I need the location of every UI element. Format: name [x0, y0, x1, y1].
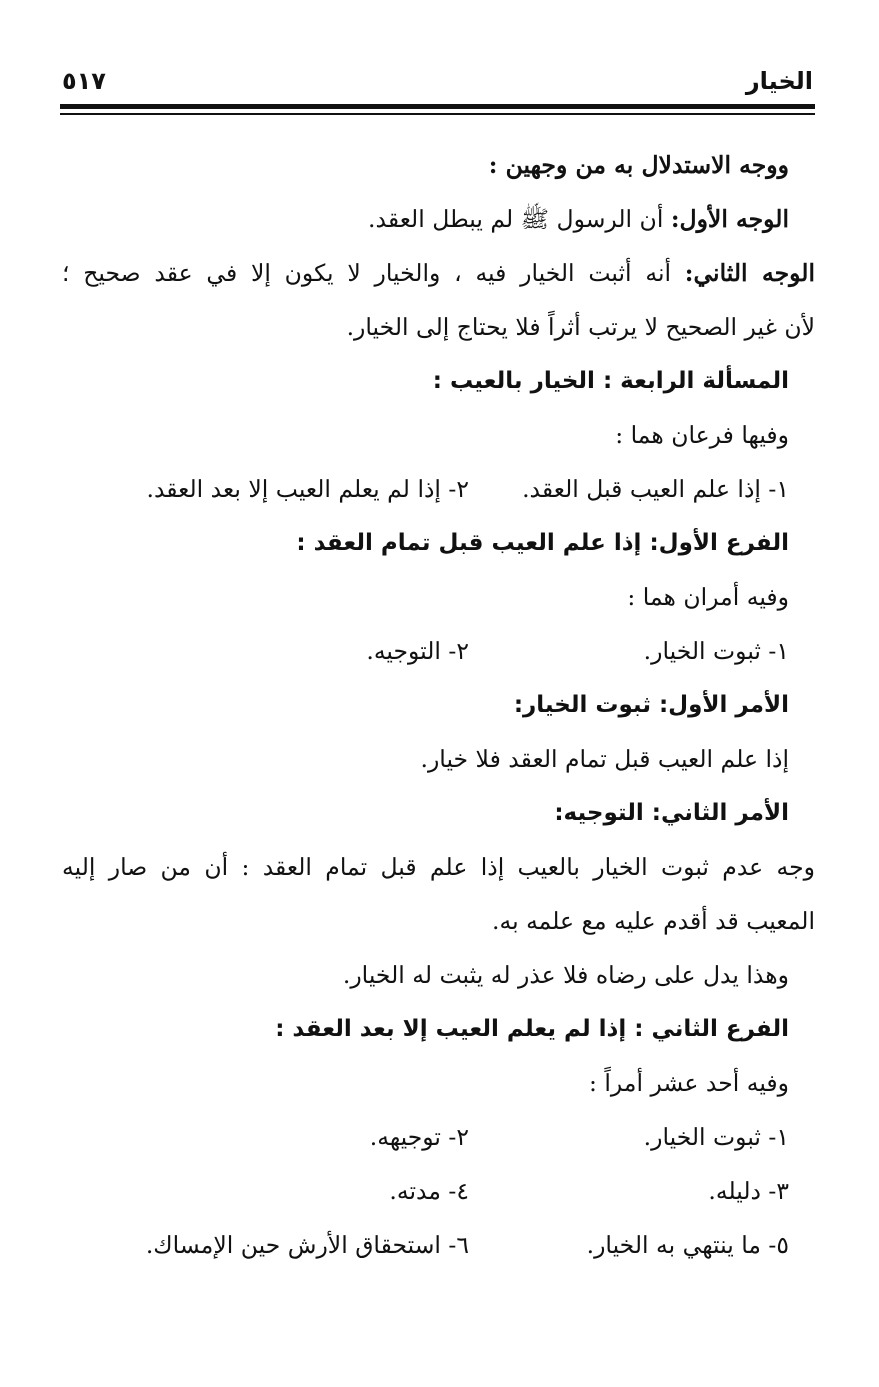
list-item: ٢- توجيهه. — [369, 1123, 469, 1151]
page-number: ٥١٧ — [62, 67, 106, 95]
list-item: ٢- إذا لم يعلم العيب إلا بعد العقد. — [146, 475, 469, 503]
list-row — [62, 1110, 789, 1164]
subsection-heading: الأمر الأول: ثبوت الخيار: — [513, 692, 789, 718]
list-row — [62, 1164, 789, 1218]
subsection-heading: الفرع الثاني : إذا لم يعلم العيب إلا بعد العقد : — [275, 1016, 789, 1042]
list-item: ٥- ما ينتهي به الخيار. — [586, 1231, 789, 1259]
paragraph-continuation: لأن غير الصحيح لا يرتب أثراً فلا يحتاج إلى الخيار. — [346, 313, 815, 341]
header-rule-thin — [60, 113, 815, 115]
subsection-heading: الأمر الثاني: التوجيه: — [554, 800, 789, 826]
running-header — [62, 62, 813, 100]
paragraph-text: وجه عدم ثبوت الخيار بالعيب إذا علم قبل تمام العقد : أن من صار إليه — [62, 853, 815, 881]
aspect-label: الوجه الثاني: — [684, 259, 815, 287]
list-row — [62, 1218, 789, 1272]
paragraph-text: وهذا يدل على رضاه فلا عذر له يثبت له الخيار. — [342, 961, 789, 989]
paragraph-second-aspect — [62, 246, 815, 300]
paragraph-text: إذا علم العيب قبل تمام العقد فلا خيار. — [420, 745, 789, 773]
section-heading: المسألة الرابعة : الخيار بالعيب : — [432, 368, 789, 394]
paragraph-text: وفيها فرعان هما : — [615, 421, 789, 449]
list-item: ١- ثبوت الخيار. — [643, 1123, 789, 1151]
aspect-text: أن الرسول ﷺ لم يبطل العقد. — [368, 205, 664, 233]
list-item: ٢- التوجيه. — [366, 637, 469, 665]
chapter-title: الخيار — [745, 67, 813, 95]
header-rule-thick — [60, 104, 815, 109]
list-row — [62, 624, 789, 678]
paragraph-text: وفيه أمران هما : — [627, 583, 789, 611]
list-item: ١- إذا علم العيب قبل العقد. — [522, 475, 789, 503]
subsection-heading: الفرع الأول: إذا علم العيب قبل تمام العقد : — [296, 530, 789, 556]
paragraph-intro: ووجه الاستدلال به من وجهين : — [488, 151, 789, 179]
paragraph-first-aspect — [62, 192, 789, 246]
list-row — [62, 462, 789, 516]
list-item: ٣- دليله. — [708, 1177, 789, 1205]
list-item: ١- ثبوت الخيار. — [643, 637, 789, 665]
list-item: ٤- مدته. — [389, 1177, 469, 1205]
list-item: ٦- استحقاق الأرش حين الإمساك. — [145, 1231, 469, 1259]
body-text — [62, 138, 815, 1272]
paragraph-text: وفيه أحد عشر أمراً : — [588, 1069, 789, 1097]
aspect-label: الوجه الأول: — [670, 205, 789, 233]
paragraph-continuation: المعيب قد أقدم عليه مع علمه به. — [492, 907, 815, 935]
aspect-text: أنه أثبت الخيار فيه ، والخيار لا يكون إلا في عقد صحيح ؛ — [62, 259, 672, 287]
